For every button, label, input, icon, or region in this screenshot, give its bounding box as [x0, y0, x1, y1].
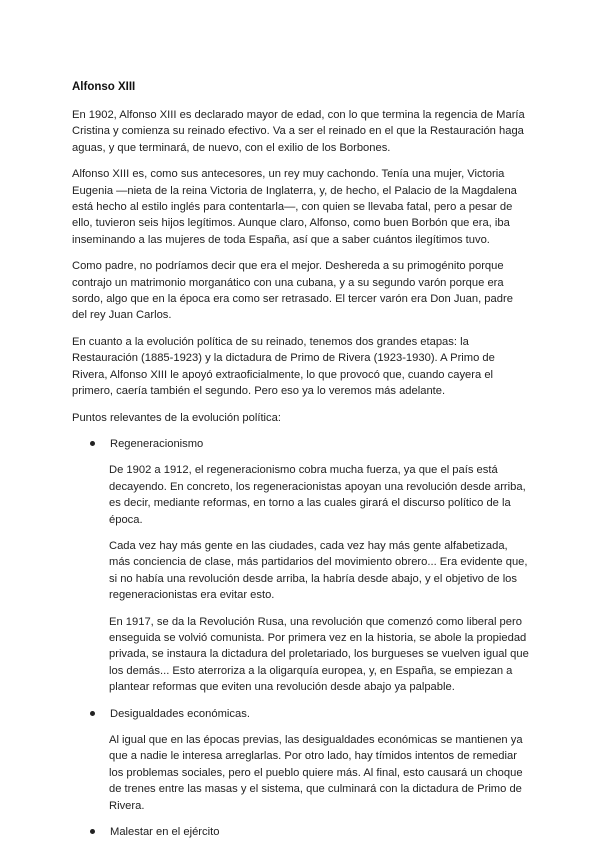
document-title: Alfonso XIII	[72, 81, 136, 93]
point-title: Regeneracionismo	[110, 437, 204, 450]
point-paragraph: De 1902 a 1912, el regeneracionismo cobra mucha fuerza, ya que el país está decayendo. En concreto, los regeneracionistas apoyan una revolución desde arriba, es decir, mediante reformas, en torno a las cuales girará el discurso político de la época.	[109, 464, 526, 526]
bullet-icon	[90, 441, 95, 446]
point-paragraph: Cada vez hay más gente en las ciudades, cada vez hay más gente alfabetizada, más conciencia de clase, más partidarios del movimiento obrero... Era evidente que, si no había una revolución desde arriba, la habría desde abajo, y el objetivo de los regeneracionistas era evitar esto.	[109, 539, 528, 602]
children-paragraph: Como padre, no podríamos decir que era el mejor. Deshereda a su primogénito porque contrajo un matrimonio morganático con una cubana, y a su segundo varón porque era sordo, algo que en la época era como ser retrasado. El tercer varón era Don Juan, padre del rey Juan Carlos.	[72, 260, 513, 322]
point-paragraph: En 1917, se da la Revolución Rusa, una revolución que comenzó como liberal pero enseguida se volvió comunista. Por primera vez en la historia, se abole la propiedad privada, se instaura la dictadura del proletariado, los burgueses se vuelven igual que los demás... Esto aterroriza a la oligarquía europea, y, en España, se empiezan a plantear reformas que eviten una revolución desde abajo ya palpable.	[109, 615, 529, 694]
intro-paragraph: En 1902, Alfonso XIII es declarado mayor de edad, con lo que termina la regencia de María Cristina y comienza su reinado efectivo. Va a ser el reinado en el que la Restauración haga aguas, y que terminará, de nuevo, con el exilio de los Borbones.	[72, 109, 525, 154]
list-item	[72, 824, 530, 840]
point-paragraph: Al igual que en las épocas previas, las desigualdades económicas se mantienen ya que a nadie le interesa arreglarlas. Por otro lado, hay tímidos intentos de remediar los problemas sociales, pero el pueblo quiere más. Al final, esto causará un choque de trenes entre las masas y el sistema, que culminará con la dictadura de Primo de Rivera.	[109, 734, 523, 812]
point-body	[91, 732, 530, 814]
bullet-icon	[90, 711, 95, 716]
points-list	[72, 436, 530, 841]
bullet-icon	[90, 829, 95, 834]
point-title: Malestar en el ejército	[110, 826, 220, 839]
list-item	[72, 436, 530, 696]
point-body	[91, 462, 530, 695]
list-item	[72, 706, 530, 814]
points-intro: Puntos relevantes de la evolución política:	[72, 411, 281, 424]
point-title: Desigualdades económicas.	[110, 707, 250, 720]
politics-paragraph: En cuanto a la evolución política de su reinado, tenemos dos grandes etapas: la Restauración (1885-1923) y la dictadura de Primo de Rivera (1923-1930). A Primo de Rivera, Alfonso XIII le apoyó extraoficialmente, lo que provocó que, cuando cayera el primero, caería también el segundo. Pero eso ya lo veremos más adelante.	[72, 335, 495, 398]
family-paragraph: Alfonso XIII es, como sus antecesores, un rey muy cachondo. Tenía una mujer, Victoria Eugenia —nieta de la reina Victoria de Inglaterra, y, de hecho, el Palacio de la Magdalena está hecho al estilo inglés para contentarla—, con quien se llevaba fatal, pero a pesar de ello, tuvieron seis hijos legítimos. Aunque claro, Alfonso, como buen Borbón que era, iba inseminando a las mujeres de toda España, así que a saber cuántos ilegítimos tuvo.	[72, 168, 517, 246]
